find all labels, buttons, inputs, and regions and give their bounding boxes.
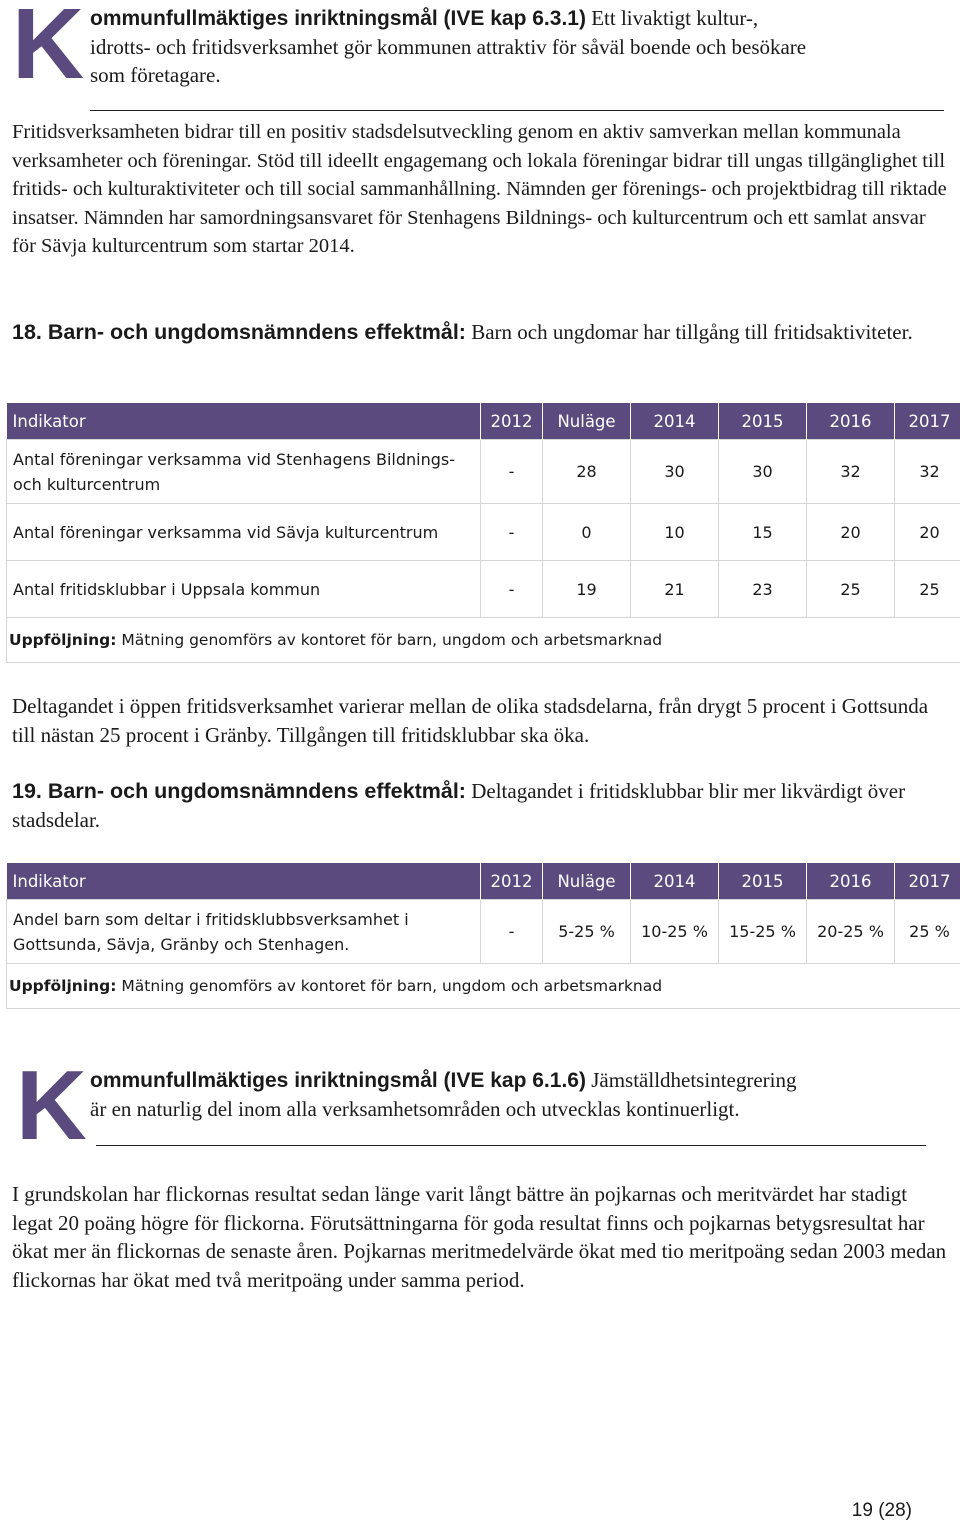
col-header-2012: 2012 bbox=[481, 863, 543, 900]
effect-goal-18-label: 18. Barn- och ungdomsnämndens effektmål: bbox=[12, 320, 466, 344]
col-header-2017: 2017 bbox=[895, 403, 960, 440]
cell-2012: - bbox=[481, 440, 543, 504]
table-row bbox=[7, 440, 960, 504]
cell-2016: 20-25 % bbox=[807, 900, 895, 964]
row-label-line2: och kulturcentrum bbox=[13, 474, 161, 494]
row-label-line1: Andel barn som deltar i fritidsklubbsverksamhet i bbox=[13, 909, 409, 929]
row-label bbox=[7, 440, 481, 504]
followup-cell bbox=[7, 618, 960, 663]
cell-2012: - bbox=[481, 900, 543, 964]
cell-2017: 20 bbox=[895, 504, 960, 561]
effect-goal-19 bbox=[12, 777, 947, 835]
goal-heading-line2: är en naturlig del inom alla verksamhetsområden och utvecklas kontinuerligt. bbox=[90, 1097, 740, 1121]
cell-2014: 10-25 % bbox=[631, 900, 719, 964]
cell-2014: 30 bbox=[631, 440, 719, 504]
cell-2017: 32 bbox=[895, 440, 960, 504]
intro-paragraph: Fritidsverksamheten bidrar till en positiv stadsdelsutveckling genom en aktiv samverkan mellan kommunala verksamheter och föreningar. Stöd till ideellt engagemang och lokala föreningar bidrar till ungas tillgänglighet till fritids- och kulturaktiviteter och till social sammanhållning. Nämnden ger förenings- och projektbidrag till riktade insatser. Nämnden har samordningsansvaret för Stenhagens Bildnings- och kulturcentrum och ett samlat ansvar för Sävja kulturcentrum som startar 2014. bbox=[12, 121, 947, 258]
goal-heading-2 bbox=[12, 1050, 952, 1160]
participation-paragraph: Deltagandet i öppen fritidsverksamhet varierar mellan de olika stadsdelarna, från drygt 5 procent i Gottsunda till nästan 25 procent i Gränby. Tillgången till fritidsklubbar ska öka. bbox=[12, 694, 929, 747]
cell-2016: 32 bbox=[807, 440, 895, 504]
row-label-line2: Gottsunda, Sävja, Gränby och Stenhagen. bbox=[13, 934, 350, 954]
followup-cell bbox=[7, 964, 960, 1009]
goal-heading-line1: Jämställdhetsintegrering bbox=[591, 1068, 797, 1092]
followup-text: Mätning genomförs av kontoret för barn, ungdom och arbetsmarknad bbox=[121, 977, 663, 995]
col-header-2012: 2012 bbox=[481, 403, 543, 440]
cell-2016: 20 bbox=[807, 504, 895, 561]
col-header-2015: 2015 bbox=[719, 403, 807, 440]
effect-goal-19-text: Deltagandet i fritidsklubbar blir mer likvärdigt över stadsdelar. bbox=[12, 779, 906, 832]
cell-2012: - bbox=[481, 504, 543, 561]
cell-nulage: 19 bbox=[543, 561, 631, 618]
followup-label: Uppföljning: bbox=[9, 977, 117, 995]
table-row bbox=[7, 504, 960, 561]
page-number: 19 (28) bbox=[851, 1500, 912, 1521]
col-header-2016: 2016 bbox=[807, 863, 895, 900]
row-label: Antal fritidsklubbar i Uppsala kommun bbox=[7, 561, 481, 618]
cell-2017: 25 % bbox=[895, 900, 960, 964]
gender-paragraph: I grundskolan har flickornas resultat sedan länge varit långt bättre än pojkarnas och meritvärdet har stadigt legat 20 poäng högre för flickorna. Förutsättningarna för goda resultat finns och pojkarnas betygsresultat har ökat mer än flickornas de senaste åren. Pojkarnas meritmedelvärde ökat med tio meritpoäng sedan 2003 medan flickornas har ökat med två meritpoäng under samma period. bbox=[12, 1182, 947, 1292]
cell-nulage: 28 bbox=[543, 440, 631, 504]
cell-2014: 10 bbox=[631, 504, 719, 561]
followup-row bbox=[7, 964, 960, 1009]
goal-heading-line1: Ett livaktigt kultur-, bbox=[591, 6, 759, 30]
col-header-2015: 2015 bbox=[719, 863, 807, 900]
cell-2016: 25 bbox=[807, 561, 895, 618]
effect-goal-19-label: 19. Barn- och ungdomsnämndens effektmål: bbox=[12, 779, 466, 803]
cell-2014: 21 bbox=[631, 561, 719, 618]
cell-2015: 23 bbox=[719, 561, 807, 618]
drop-cap-k: K bbox=[12, 0, 85, 100]
col-header-2017: 2017 bbox=[895, 863, 960, 900]
goal-heading-1 bbox=[12, 0, 952, 110]
cell-2015: 30 bbox=[719, 440, 807, 504]
row-label: Antal föreningar verksamma vid Sävja kulturcentrum bbox=[7, 504, 481, 561]
goal-heading-text bbox=[90, 1066, 952, 1123]
indicator-table-19 bbox=[6, 863, 960, 1009]
cell-2017: 25 bbox=[895, 561, 960, 618]
cell-2015: 15-25 % bbox=[719, 900, 807, 964]
col-header-indicator: Indikator bbox=[7, 403, 481, 440]
col-header-nulage: Nuläge bbox=[543, 863, 631, 900]
table-header-row bbox=[7, 863, 960, 900]
row-label bbox=[7, 900, 481, 964]
goal-heading-line3: som företagare. bbox=[90, 63, 221, 87]
heading-rule-2 bbox=[96, 1145, 926, 1146]
goal-heading-title: ommunfullmäktiges inriktningsmål (IVE kap 6.3.1) bbox=[90, 7, 586, 30]
heading-rule-1 bbox=[90, 110, 944, 111]
cell-nulage: 0 bbox=[543, 504, 631, 561]
table-header-row bbox=[7, 403, 960, 440]
goal-heading-title: ommunfullmäktiges inriktningsmål (IVE kap 6.1.6) bbox=[90, 1069, 586, 1092]
drop-cap-k: K bbox=[16, 1050, 87, 1160]
col-header-2014: 2014 bbox=[631, 403, 719, 440]
col-header-nulage: Nuläge bbox=[543, 403, 631, 440]
table-row bbox=[7, 561, 960, 618]
followup-row bbox=[7, 618, 960, 663]
effect-goal-18 bbox=[12, 318, 947, 347]
followup-label: Uppföljning: bbox=[9, 631, 117, 649]
indicator-table-18 bbox=[6, 403, 960, 663]
effect-goal-18-text: Barn och ungdomar har tillgång till fritidsaktiviteter. bbox=[471, 320, 913, 344]
table-row bbox=[7, 900, 960, 964]
col-header-2016: 2016 bbox=[807, 403, 895, 440]
goal-heading-text bbox=[90, 4, 952, 89]
followup-text: Mätning genomförs av kontoret för barn, ungdom och arbetsmarknad bbox=[121, 631, 663, 649]
goal-heading-line2: idrotts- och fritidsverksamhet gör kommunen attraktiv för såväl boende och besökare bbox=[90, 35, 807, 59]
cell-2015: 15 bbox=[719, 504, 807, 561]
cell-2012: - bbox=[481, 561, 543, 618]
col-header-2014: 2014 bbox=[631, 863, 719, 900]
cell-nulage: 5-25 % bbox=[543, 900, 631, 964]
col-header-indicator: Indikator bbox=[7, 863, 481, 900]
row-label-line1: Antal föreningar verksamma vid Stenhagens Bildnings- bbox=[13, 449, 455, 469]
